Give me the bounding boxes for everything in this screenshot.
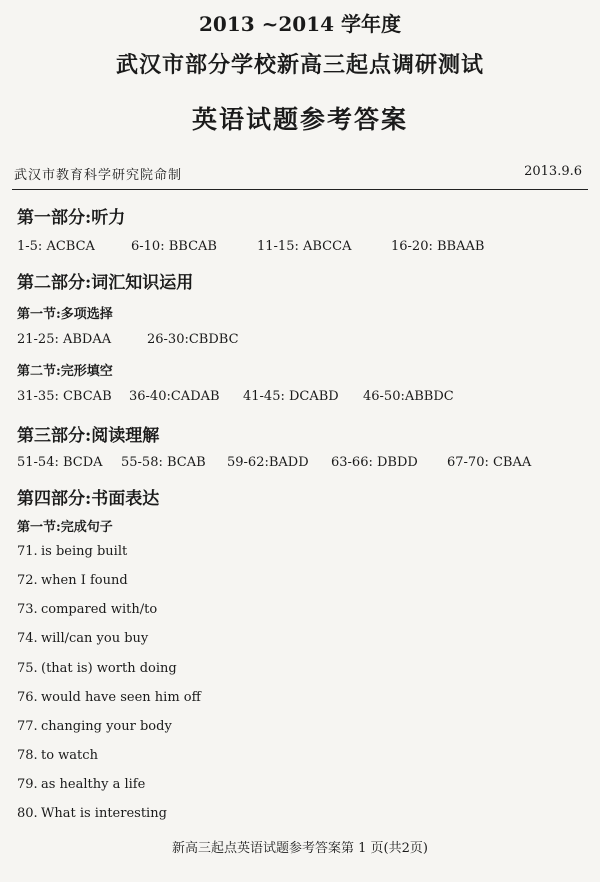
item-answer: What is interesting [41,806,167,821]
item-answer: will/can you buy [41,631,149,646]
item-number: 75. [17,661,38,676]
item-answer: when I found [41,573,128,588]
list-item [17,602,157,617]
list-item [17,690,201,705]
part2-section1-answers-row [17,332,239,347]
item-answer: as healthy a life [41,777,146,792]
list-item [17,719,172,734]
item-answer: would have seen him off [41,690,201,705]
list-item [17,573,128,588]
item-answer: compared with/to [41,602,158,617]
item-answer: is being built [41,544,128,559]
answer-group: 26-30:CBDBC [147,332,239,347]
publisher-label: 武汉市教育科学研究院命制 [14,168,183,183]
answer-group: 51-54: BCDA [17,455,103,470]
part3-answers-row [17,455,531,470]
list-item [17,806,167,821]
answer-group: 63-66: DBDD [331,455,418,470]
part2-section1-heading: 第一节:多项选择 [17,307,113,322]
answer-group: 1-5: ACBCA [17,239,95,254]
list-item [17,631,148,646]
document-title: 英语试题参考答案 [191,105,408,134]
item-number: 74. [17,631,38,646]
answer-group: 46-50:ABBDC [363,389,454,404]
part2-section2-heading: 第二节:完形填空 [17,364,113,379]
part3-heading: 第三部分:阅读理解 [17,426,160,446]
item-answer: changing your body [41,719,172,734]
exam-name-title: 武汉市部分学校新高三起点调研测试 [115,52,484,78]
answer-group: 6-10: BBCAB [131,239,217,254]
page-footer: 新高三起点英语试题参考答案第 1 页(共2页) [172,841,428,856]
answer-group: 67-70: CBAA [447,455,532,470]
list-item [17,544,127,559]
answer-group: 31-35: CBCAB [17,389,112,404]
item-number: 80. [17,806,38,821]
item-number: 72. [17,573,38,588]
list-item [17,777,145,792]
part1-heading: 第一部分:听力 [17,208,126,228]
answer-group: 11-15: ABCCA [257,239,352,254]
item-number: 77. [17,719,38,734]
answer-group: 16-20: BBAAB [391,239,485,254]
part4-heading: 第四部分:书面表达 [17,489,160,509]
part2-section2-answers-row [17,389,454,404]
date-label: 2013.9.6 [524,164,582,179]
answer-group: 41-45: DCABD [243,389,339,404]
item-number: 78. [17,748,38,763]
answer-group: 36-40:CADAB [129,389,220,404]
answer-group: 59-62:BADD [227,455,309,470]
header-divider [12,189,588,190]
part4-section1-heading: 第一节:完成句子 [17,520,113,535]
list-item [17,661,177,676]
answer-group: 55-58: BCAB [121,455,206,470]
answer-group: 21-25: ABDAA [17,332,112,347]
item-answer: to watch [41,748,98,763]
item-number: 71. [17,544,38,559]
item-number: 73. [17,602,38,617]
part1-answers-row [17,239,484,254]
item-number: 76. [17,690,38,705]
part2-heading: 第二部分:词汇知识运用 [17,273,194,293]
academic-year-title: 2013 ~2014 学年度 [198,12,401,36]
item-number: 79. [17,777,38,792]
item-answer: (that is) worth doing [41,661,177,676]
list-item [17,748,98,763]
